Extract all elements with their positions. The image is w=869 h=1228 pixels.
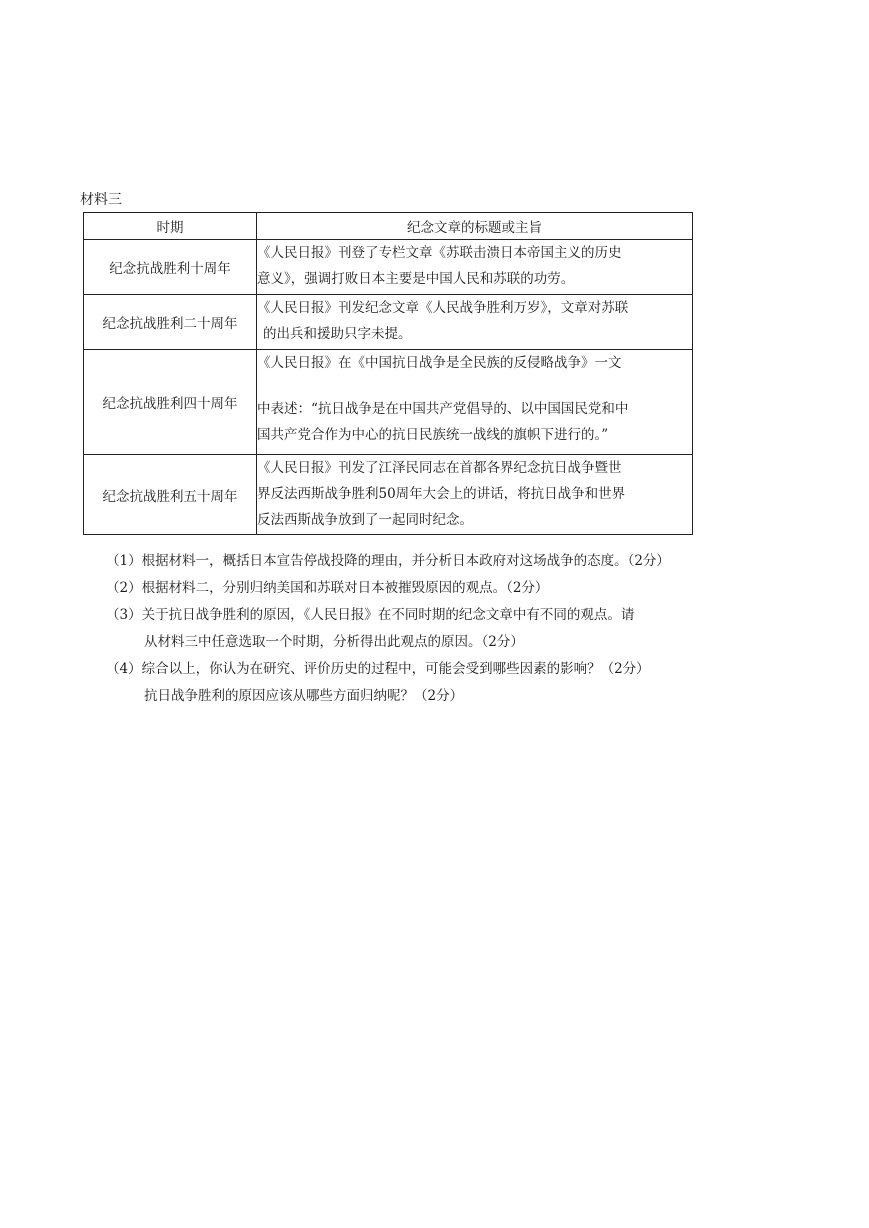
question-2: （2）根据材料二，分别归纳美国和苏联对日本被摧毁原因的观点。（2分） xyxy=(106,580,549,596)
header-article: 纪念文章的标题或主旨 xyxy=(257,213,693,240)
question-4: （4）综合以上，你认为在研究、评价历史的过程中，可能会受到哪些因素的影响？（2分） xyxy=(106,661,650,677)
article-line: 《人民日报》刊发纪念文章《人民战争胜利万岁》，文章对苏联 xyxy=(257,300,629,316)
article-line: 的出兵和援助只字未提。 xyxy=(263,326,412,342)
question-list xyxy=(106,548,746,710)
table-row xyxy=(84,350,693,455)
article-line: 国共产党合作为中心的抗日民族统一战线的旗帜下进行的。” xyxy=(257,427,609,443)
table-row xyxy=(84,240,693,295)
line-gap xyxy=(257,376,692,396)
article-line: 意义》，强调打败日本主要是中国人民和苏联的功劳。 xyxy=(257,271,575,287)
table-row xyxy=(84,295,693,350)
article-line: 《人民日报》在《中国抗日战争是全民族的反侵略战争》一文 xyxy=(257,355,622,371)
question-3: （3）关于抗日战争胜利的原因，《人民日报》在不同时期的纪念文章中有不同的观点。请 xyxy=(106,607,635,623)
article-cell xyxy=(257,240,693,295)
material-label: 材料三 xyxy=(80,192,122,208)
article-cell xyxy=(257,350,693,455)
article-line: 中表述：“抗日战争是在中国共产党倡导的、以中国国民党和中 xyxy=(257,401,629,417)
period-cell: 纪念抗战胜利四十周年 xyxy=(84,350,257,455)
article-line: 《人民日报》刊登了专栏文章《苏联击溃日本帝国主义的历史 xyxy=(257,245,622,261)
article-line: 界反法西斯战争胜利50周年大会上的讲话，将抗日战争和世界 xyxy=(257,486,626,502)
period-cell: 纪念抗战胜利五十周年 xyxy=(84,455,257,535)
article-line: 反法西斯战争放到了一起同时纪念。 xyxy=(257,512,473,528)
table-header-row xyxy=(84,213,693,240)
period-cell: 纪念抗战胜利二十周年 xyxy=(84,295,257,350)
article-line: 《人民日报》刊发了江泽民同志在首都各界纪念抗日战争暨世 xyxy=(257,460,622,476)
period-cell: 纪念抗战胜利十周年 xyxy=(84,240,257,295)
article-cell xyxy=(257,295,693,350)
material-table xyxy=(83,212,693,535)
header-period: 时期 xyxy=(84,213,257,240)
question-3-continued: 从材料三中任意选取一个时期，分析得出此观点的原因。（2分） xyxy=(144,634,524,650)
question-4-continued: 抗日战争胜利的原因应该从哪些方面归纳呢？（2分） xyxy=(144,688,464,704)
table-row xyxy=(84,455,693,535)
question-1: （1）根据材料一，概括日本宣告停战投降的理由，并分析日本政府对这场战争的态度。（2分） xyxy=(106,553,670,569)
article-cell xyxy=(257,455,693,535)
